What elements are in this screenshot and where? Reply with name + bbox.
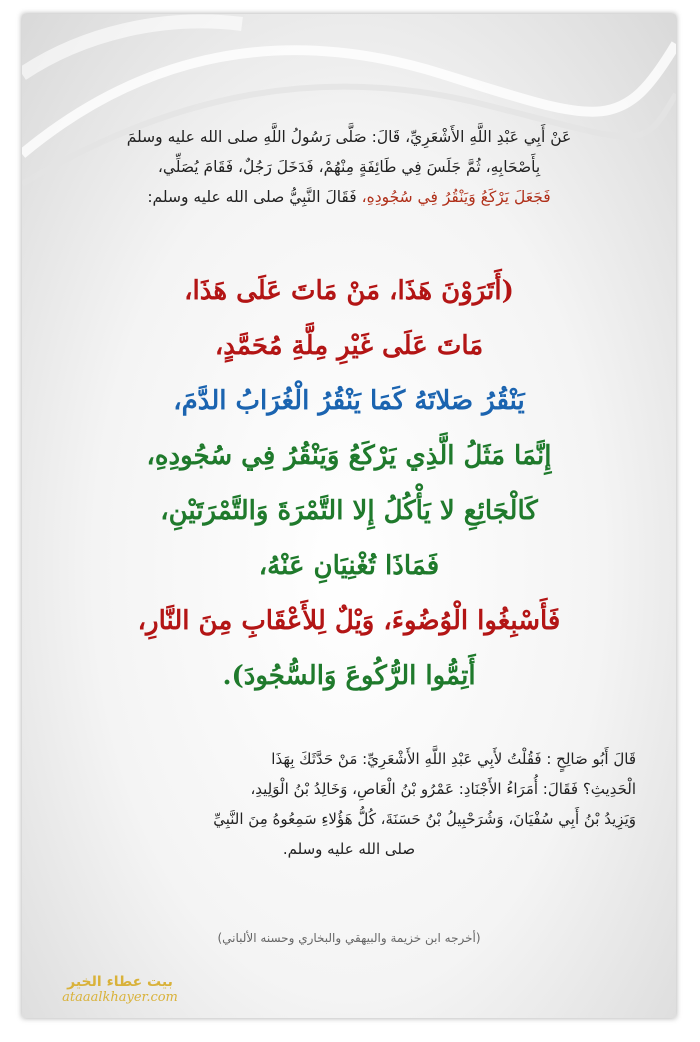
hadith-text	[52, 264, 646, 704]
intro-line-3	[62, 182, 636, 212]
intro-line-2: بِأَصْحَابِهِ، ثُمَّ جَلَسَ فِي طَائِفَةٍ مِنْهُمْ، فَدَخَلَ رَجُلٌ، فَقَامَ يُصَلِّي،	[157, 158, 541, 176]
source-citation: (أخرجه ابن خزيمة والبيهقي والبخاري وحسنه الألباني)	[217, 931, 481, 945]
hadith-line-2: مَاتَ عَلَى غَيْرِ مِلَّةِ مُحَمَّدٍ،	[214, 331, 484, 361]
site-logo[interactable]	[40, 974, 200, 1018]
outro-line-4: صلى الله عليه وسلم.	[282, 840, 416, 858]
logo-url: ataaalkhayer.com	[62, 990, 178, 1005]
outro-paragraph	[62, 744, 636, 864]
logo-arabic: بيت عطاء الخير	[67, 974, 173, 990]
intro-line-1: عَنْ أَبِي عَبْدِ اللَّهِ الأَشْعَرِيِّ، قَالَ: صَلَّى رَسُولُ اللَّهِ صلى الله عليه وسلمَ	[126, 128, 572, 146]
hadith-line-8: أَتِمُّوا الرُّكُوعَ وَالسُّجُودَ).	[222, 661, 476, 691]
intro-highlight: فَجَعَلَ يَرْكَعُ وَيَنْقُرُ فِي سُجُودِهِ،	[361, 188, 551, 206]
hadith-line-3: يَنْقُرُ صَلاتَهُ كَمَا يَنْقُرُ الْغُرَابُ الدَّمَ،	[173, 386, 525, 416]
hadith-line-7: فَأَسْبِغُوا الْوُضُوءَ، وَيْلٌ لِلأَعْقَابِ مِنَ النَّارِ،	[137, 606, 561, 636]
intro-line-3-rest: فَقَالَ النَّبِيُّ صلى الله عليه وسلم:	[147, 188, 362, 206]
hadith-line-6: فَمَاذَا تُغْنِيَانِ عَنْهُ،	[258, 551, 440, 581]
hadith-line-5: كَالْجَائِعِ لا يَأْكُلُ إِلا التَّمْرَةَ وَالتَّمْرَتَيْنِ،	[160, 496, 538, 526]
outro-line-1: قَالَ أَبُو صَالِحٍ : فَقُلْتُ لأَبِي عَبْدِ اللَّهِ الأَشْعَرِيِّ: مَنْ حَدَّثَكَ بِهَذَا	[271, 750, 636, 768]
hadith-line-4: إِنَّمَا مَثَلُ الَّذِي يَرْكَعُ وَيَنْقُرُ فِي سُجُودِهِ،	[146, 441, 552, 471]
poster-frame	[22, 14, 676, 1018]
outro-line-2: الْحَدِيثِ؟ فَقَالَ: أُمَرَاءُ الأَجْنَادِ: عَمْرُو بْنُ الْعَاصِ، وَخَالِدُ بْنُ الْوَلِيدِ،	[250, 780, 636, 798]
intro-paragraph	[62, 122, 636, 212]
hadith-line-1: (أَتَرَوْنَ هَذَا، مَنْ مَاتَ عَلَى هَذَا،	[184, 276, 514, 306]
outro-line-3: وَيَزِيدُ بْنُ أَبِي سُفْيَانَ، وَشُرَحْبِيلُ بْنُ حَسَنَةَ، كُلُّ هَؤُلاءِ سَمِعُوهُ مِنَ النَّبِيِّ	[213, 810, 636, 828]
